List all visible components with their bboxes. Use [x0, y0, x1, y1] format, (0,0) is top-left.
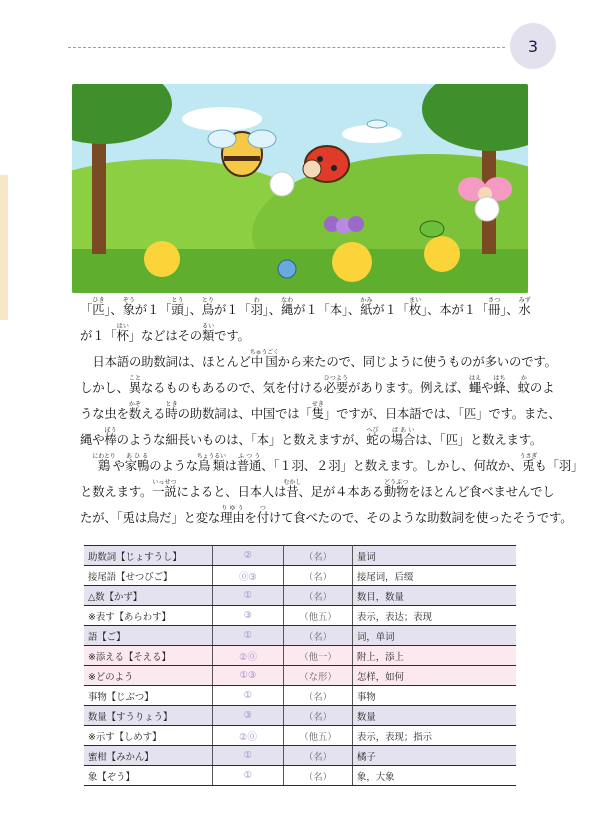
- part-of-speech: （他一）: [284, 646, 353, 666]
- meaning: 数量: [353, 706, 517, 726]
- meaning: 附上，添上: [353, 646, 517, 666]
- paragraph-line: 鶏にわとりや家鴨あひるのような鳥類ちょうるいは普通ふつう、「１羽、２羽」と数えます。しかし、何故か、兎うさぎも「羽」: [92, 453, 584, 473]
- accent-mark: ②⓪: [213, 726, 284, 746]
- part-of-speech: （名）: [284, 626, 353, 646]
- paragraph-line: 縄や棒ぼうのような細長いものは、「本」と数えますが、蛇へびの場合ばあいは、「匹」と数えます。: [80, 427, 543, 447]
- page-number-badge: [510, 23, 556, 69]
- ruby-word: 兎うさぎ: [519, 453, 538, 473]
- table-row: [84, 686, 516, 706]
- part-of-speech: （名）: [284, 566, 353, 586]
- vocab-word: 数量【すうりょう】: [84, 706, 213, 726]
- insect-meadow-illustration: [72, 84, 528, 293]
- accent-mark: ③: [213, 606, 284, 626]
- paragraph-line: うな虫を数かぞえる時ときの助数詞は、中国では「隻せき」ですが、日本語では、「匹」です。また、: [80, 401, 561, 421]
- table-row: [84, 746, 516, 766]
- vocab-word: ※表す【あらわす】: [84, 606, 213, 626]
- meaning: 词，单词: [353, 626, 517, 646]
- paragraph-line: 日本語の助数詞は、ほとんど中国ちゅうごくから来たので、同じように使うものが多いのです。: [92, 349, 557, 369]
- ruby-word: 匹ひき: [92, 297, 105, 317]
- ruby-word: 必要ひつよう: [323, 375, 348, 395]
- meaning: 接尾词，后缀: [353, 566, 517, 586]
- accent-mark: ②⓪: [213, 646, 284, 666]
- ruby-word: 蚊か: [517, 375, 530, 395]
- accent-mark: ②: [213, 546, 284, 566]
- caterpillar-icon: [324, 216, 364, 234]
- meaning: 表示，表现；指示: [353, 726, 517, 746]
- vocab-word: 語【ご】: [84, 626, 213, 646]
- part-of-speech: （な形）: [284, 666, 353, 686]
- accent-mark: ③: [213, 706, 284, 726]
- ruby-word: 杯はい: [116, 323, 129, 343]
- ruby-word: 場合ばあい: [390, 427, 416, 447]
- table-row: [84, 706, 516, 726]
- table-row: [84, 726, 516, 746]
- paragraph-line: たが、「兎は鳥だ」と変な理由りゆうを付つけて食べたので、そのような助数詞を使ったそうです。: [80, 505, 573, 525]
- table-row: [84, 646, 516, 666]
- body-paragraph: [80, 296, 584, 530]
- grasshopper-icon: [420, 221, 444, 237]
- part-of-speech: （名）: [284, 546, 353, 566]
- meaning: 表示，表达；表现: [353, 606, 517, 626]
- paragraph-line: が１「杯はい」などはその類るいです。: [80, 323, 250, 343]
- accent-mark: ①: [213, 766, 284, 786]
- ruby-word: 数かぞ: [128, 401, 141, 421]
- page-number: 3: [527, 36, 539, 56]
- ruby-word: 昔むかし: [283, 479, 302, 499]
- vocab-word: 象【ぞう】: [84, 766, 213, 786]
- ruby-word: 類るい: [201, 323, 215, 343]
- ruby-word: 中国ちゅうごく: [249, 349, 279, 369]
- ruby-word: 枚まい: [408, 297, 422, 317]
- ruby-word: 時とき: [165, 401, 178, 421]
- ruby-word: 棒ぼう: [104, 427, 117, 447]
- vocabulary-table: [84, 545, 516, 786]
- vocab-word: ※添える【そえる】: [84, 646, 213, 666]
- accent-mark: ①: [213, 746, 284, 766]
- part-of-speech: （名）: [284, 766, 353, 786]
- vocab-word: 接尾語【せつびご】: [84, 566, 213, 586]
- ruby-word: 頭とう: [171, 297, 184, 317]
- meaning: 量词: [353, 546, 517, 566]
- ruby-word: 縄なわ: [280, 297, 294, 317]
- part-of-speech: （名）: [284, 746, 353, 766]
- ruby-word: 付つ: [256, 505, 269, 525]
- accent-mark: ①: [213, 626, 284, 646]
- vocab-word: 助数詞【じょすうし】: [84, 546, 213, 566]
- ruby-word: 異こと: [128, 375, 141, 395]
- ruby-word: 隻せき: [311, 401, 324, 421]
- vocab-word: 事物【じぶつ】: [84, 686, 213, 706]
- meaning: 橘子: [353, 746, 517, 766]
- ruby-word: 理由りゆう: [220, 505, 245, 525]
- snail-icon: [278, 260, 296, 278]
- part-of-speech: （他五）: [284, 726, 353, 746]
- ruby-word: 鳥類ちょうるい: [196, 453, 226, 473]
- left-margin-tab: [0, 175, 8, 320]
- part-of-speech: （名）: [284, 586, 353, 606]
- paragraph-line: 「匹ひき」、象ぞうが１「頭とう」、鳥とりが１「羽わ」、縄なわが１「本」、紙かみが１「枚まい」、本が１「冊さつ」、水みず: [80, 297, 531, 317]
- vocab-word: △数【かず】: [84, 586, 213, 606]
- ruby-word: 鳥とり: [201, 297, 214, 317]
- paragraph-line: と数えます。一説いっせつによると、日本人は昔むかし、足が４本ある動物どうぶつをほとんど食べませんでし: [80, 479, 555, 499]
- accent-mark: ①: [213, 586, 284, 606]
- ruby-word: 蛇へび: [366, 427, 379, 447]
- table-row: [84, 546, 516, 566]
- accent-mark: ⓪③: [213, 566, 284, 586]
- ruby-word: 象ぞう: [122, 297, 135, 317]
- part-of-speech: （他五）: [284, 606, 353, 626]
- ruby-word: 紙かみ: [360, 297, 373, 317]
- meaning: 事物: [353, 686, 517, 706]
- ruby-word: 一説いっせつ: [152, 479, 177, 499]
- ruby-word: 家鴨あひる: [124, 453, 150, 473]
- accent-mark: ①: [213, 686, 284, 706]
- table-row: [84, 566, 516, 586]
- fly-icon: [367, 120, 387, 128]
- ruby-word: 蠅はえ: [468, 375, 482, 395]
- ruby-word: 水みず: [518, 297, 531, 317]
- table-row: [84, 586, 516, 606]
- ruby-word: 冊さつ: [488, 297, 501, 317]
- meaning: 数目，数量: [353, 586, 517, 606]
- vocab-word: ※示す【しめす】: [84, 726, 213, 746]
- meaning: 怎样，如何: [353, 666, 517, 686]
- table-row: [84, 666, 516, 686]
- vocab-word: ※どのよう: [84, 666, 213, 686]
- ruby-word: 普通ふつう: [236, 453, 262, 473]
- table-row: [84, 626, 516, 646]
- header-dashed-rule: [68, 47, 505, 48]
- part-of-speech: （名）: [284, 706, 353, 726]
- ruby-word: 鶏にわとり: [92, 453, 116, 473]
- table-row: [84, 766, 516, 786]
- vocab-word: 蜜柑【みかん】: [84, 746, 213, 766]
- meaning: 象，大象: [353, 766, 517, 786]
- ruby-word: 羽わ: [250, 297, 263, 317]
- part-of-speech: （名）: [284, 686, 353, 706]
- ruby-word: 蜂はち: [493, 375, 506, 395]
- paragraph-line: しかし、異ことなるものもあるので、気を付ける必要ひつようがあります。例えば、蠅はえや蜂はち、蚊かのよ: [80, 375, 555, 395]
- ladybug-icon: [303, 146, 349, 182]
- accent-mark: ①③: [213, 666, 284, 686]
- table-row: [84, 606, 516, 626]
- ruby-word: 動物どうぶつ: [383, 479, 409, 499]
